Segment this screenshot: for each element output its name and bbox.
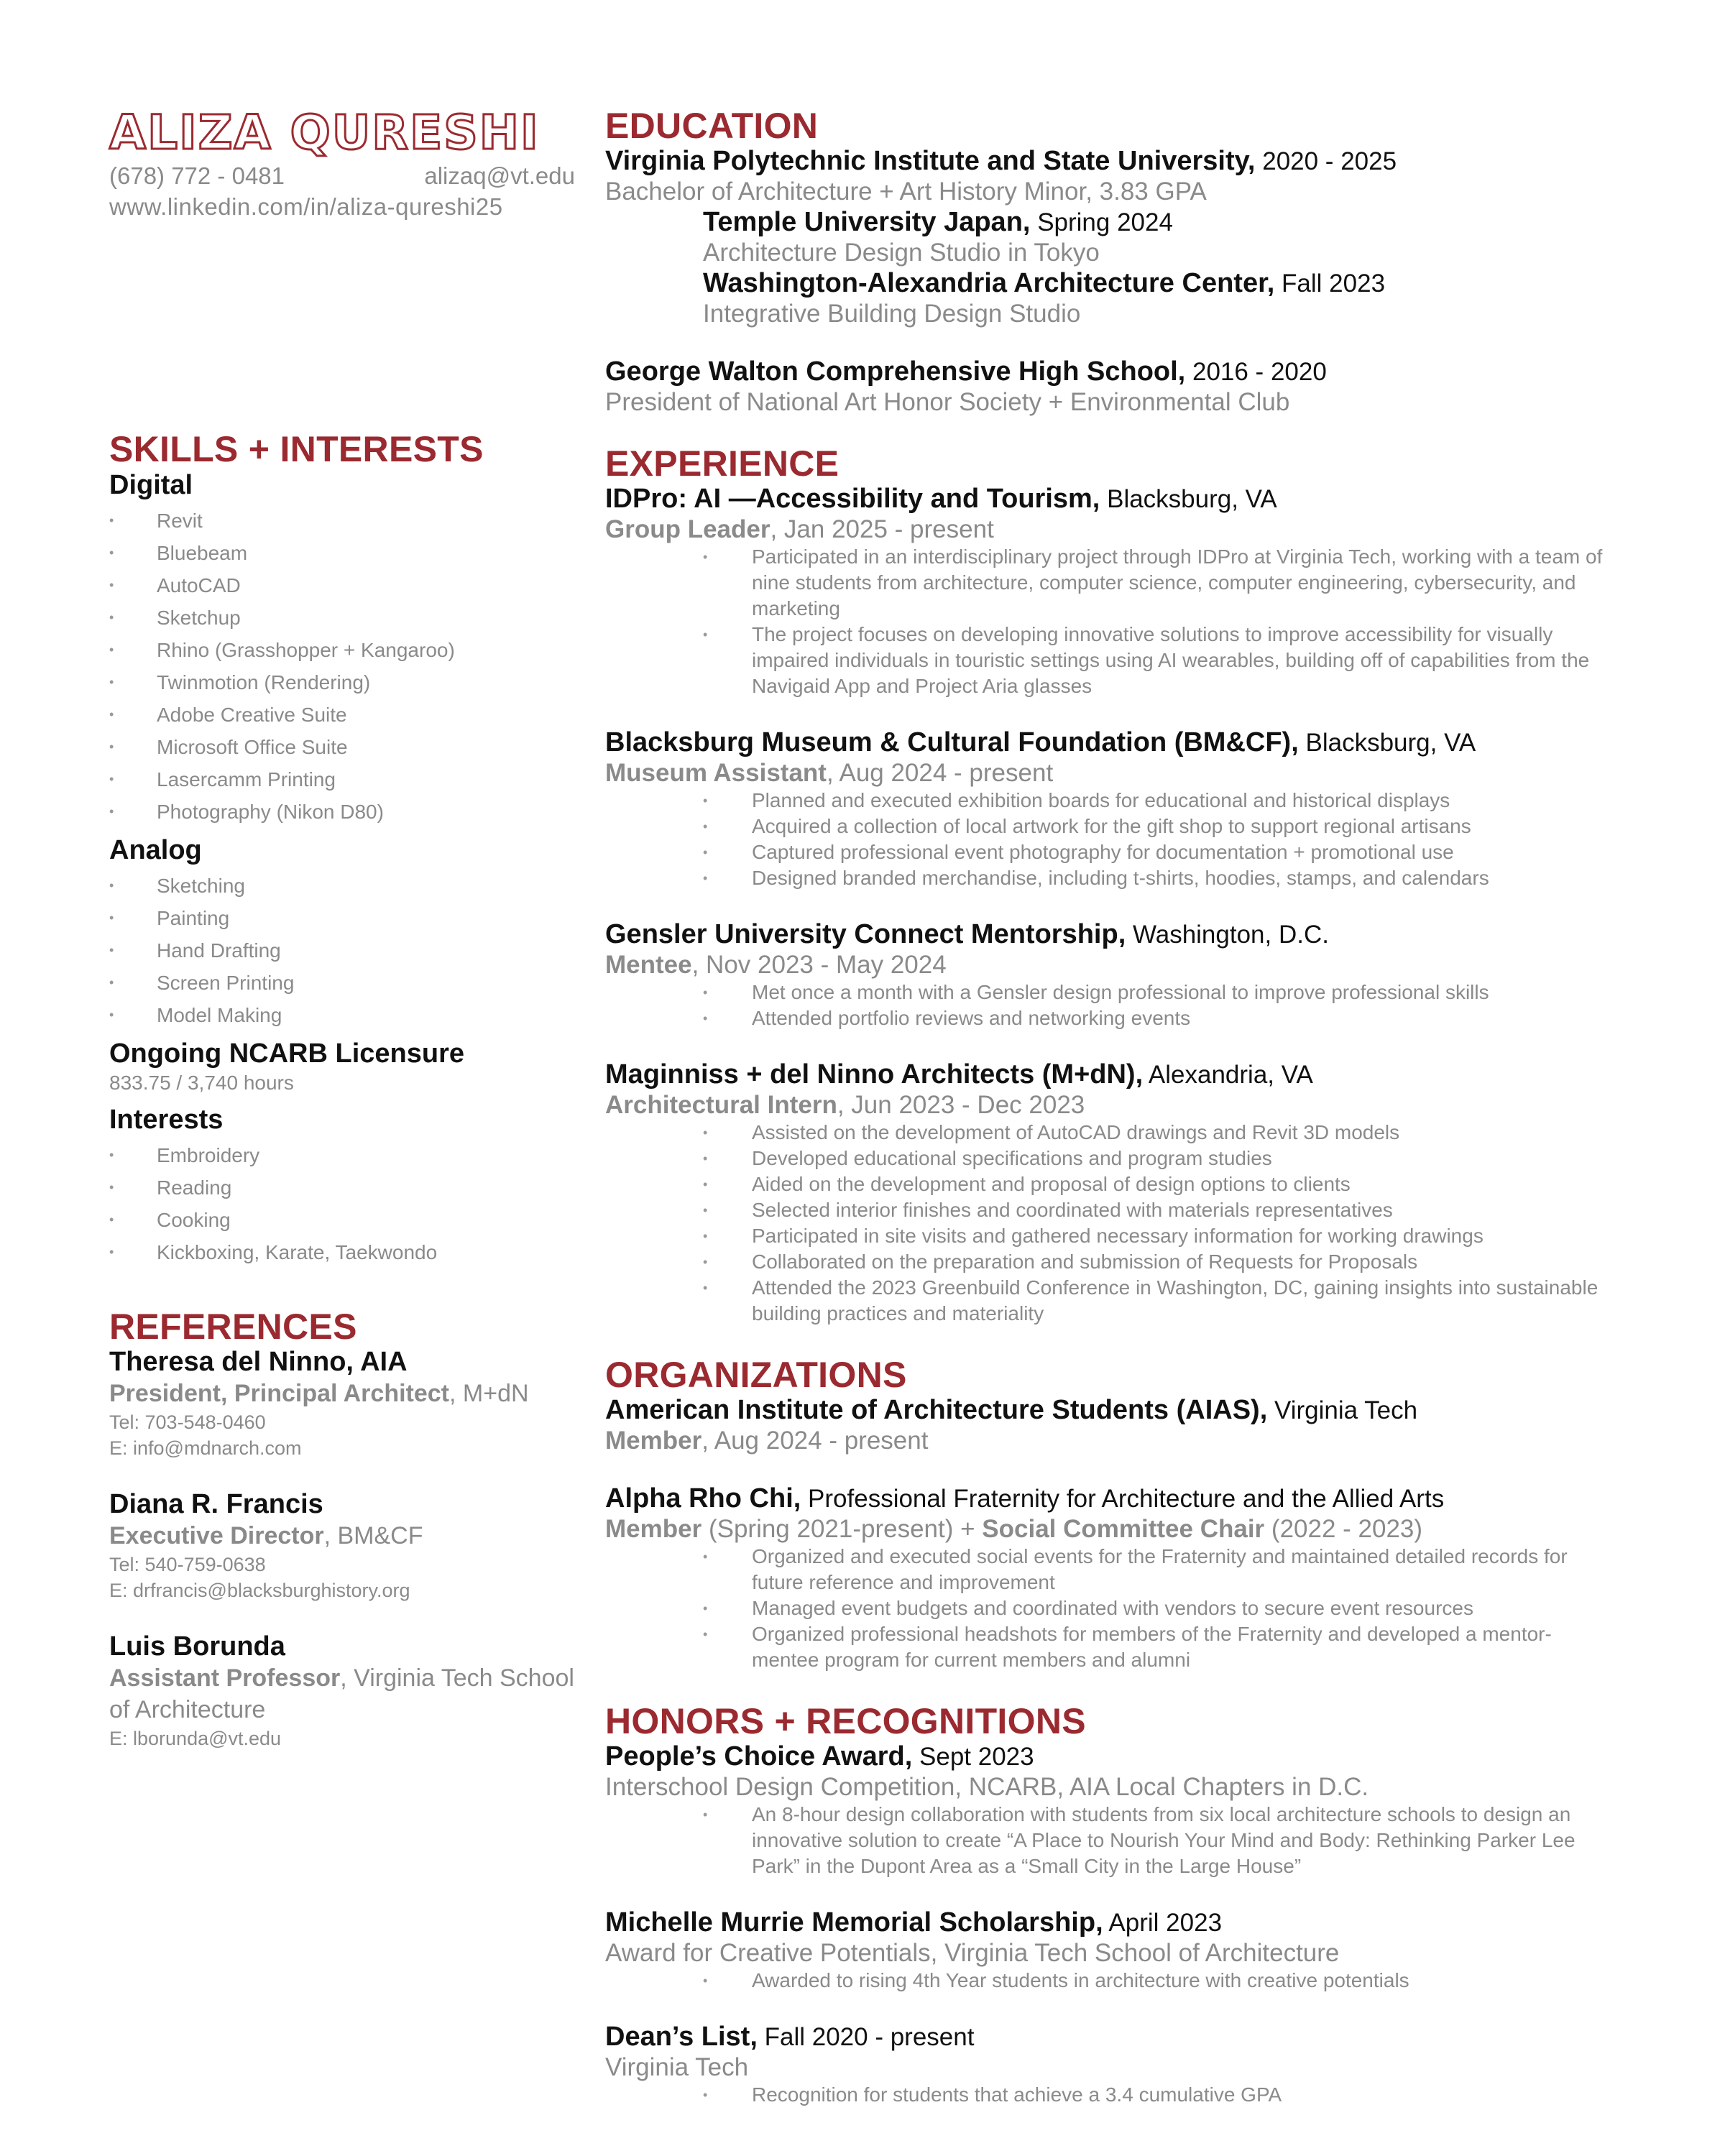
education-hs-detail: President of National Art Honor Society + Environmental Club [605,388,1290,416]
reference-tel: Tel: 540-759-0638 [109,1554,266,1575]
reference-role: Executive Director, BM&CF [109,1522,423,1549]
applicant-name: ALIZA QURESHI [109,105,540,160]
email-link[interactable]: alizaq@vt.edu [424,162,575,189]
honor-detail: Interschool Design Competition, NCARB, AIA Local Chapters in D.C. [605,1773,1369,1801]
reference-name: Theresa del Ninno, AIA [109,1347,408,1377]
honors-section-title: HONORS + RECOGNITIONS [605,1701,1086,1741]
references-section-title: REFERENCES [109,1307,357,1347]
list-item: • Twinmotion (Rendering) [109,666,584,699]
honor-item [605,1741,1611,1879]
list-item: • Attended portfolio reviews and networking events [703,1005,1611,1031]
reference-name: Luis Borunda [109,1631,285,1662]
experience-item [605,727,1611,891]
list-item: • Aided on the development and proposal of design options to clients [703,1171,1611,1197]
list-item: • Sketching [109,870,584,902]
reference-name: Diana R. Francis [109,1489,323,1519]
list-item: • Adobe Creative Suite [109,699,584,731]
list-item: • Bluebeam [109,537,584,569]
honor-detail: Virginia Tech [605,2053,749,2081]
honor-item [605,1907,1611,1994]
contact-row [109,161,575,191]
right-column [605,106,1611,2108]
reference-tel: Tel: 703-548-0460 [109,1411,266,1433]
experience-bullets [605,1120,1611,1327]
list-item: • Selected interior finishes and coordinated with materials representatives [703,1197,1611,1223]
interests-title: Interests [109,1105,224,1135]
list-item: • Participated in site visits and gathered necessary information for working drawings [703,1223,1611,1249]
organizations-section-title: ORGANIZATIONS [605,1355,907,1395]
list-item: • Hand Drafting [109,934,584,967]
reference-role: Assistant Professor, Virginia Tech School of Architecture [109,1664,574,1723]
list-item: • Acquired a collection of local artwork for the gift shop to support regional artisans [703,814,1611,839]
reference-email[interactable]: E: info@mdnarch.com [109,1437,302,1459]
honor-name: Dean’s List, Fall 2020 - present [605,2022,975,2052]
experience-role: Museum Assistant, Aug 2024 - present [605,759,1054,787]
honor-bullets [605,1802,1611,1879]
experience-item [605,1059,1611,1327]
experience-org: Blacksburg Museum & Cultural Foundation (BM&CF), Blacksburg, VA [605,727,1476,757]
reference-email[interactable]: E: lborunda@vt.edu [109,1728,282,1749]
org-arx-bullets [605,1544,1611,1673]
experience-org: IDPro: AI —Accessibility and Tourism, Blacksburg, VA [605,484,1277,514]
org-aias-role: Member, Aug 2024 - present [605,1427,929,1455]
honor-bullets [605,1968,1611,1994]
honor-name: Michelle Murrie Memorial Scholarship, April 2023 [605,1907,1223,1938]
phone: (678) 772 - 0481 [109,162,285,189]
skills-section-title: SKILLS + INTERESTS [109,429,484,469]
education-tuj-detail: Architecture Design Studio in Tokyo [703,239,1100,267]
analog-title: Analog [109,835,202,865]
honor-item [605,2021,1611,2108]
left-column [109,106,584,1751]
list-item: • The project focuses on developing innovative solutions to improve accessibility for visually impaired individuals in touristic settings using AI wearables, building off of capabilities from the Navigaid App and Project Aria glasses [703,622,1611,699]
interests-list [109,1139,584,1268]
list-item: • Recognition for students that achieve a 3.4 cumulative GPA [703,2082,1611,2108]
list-item: • Painting [109,902,584,934]
list-item: • Designed branded merchandise, including t-shirts, hoodies, stamps, and calendars [703,865,1611,891]
list-item: • Awarded to rising 4th Year students in architecture with creative potentials [703,1968,1611,1994]
list-item: • An 8-hour design collaboration with students from six local architecture schools to design an innovative solution to create “A Place to Nourish Your Mind and Body: Rethinking Parker Lee Park” in the Dupont Area as a “Small City in the Large House” [703,1802,1611,1879]
list-item: • Rhino (Grasshopper + Kangaroo) [109,634,584,666]
digital-title: Digital [109,470,193,500]
experience-org: Gensler University Connect Mentorship, Washington, D.C. [605,919,1329,949]
ncarb-hours: 833.75 / 3,740 hours [109,1072,294,1094]
list-item: • Embroidery [109,1139,584,1171]
list-item: • Attended the 2023 Greenbuild Conference in Washington, DC, gaining insights into sustainable building practices and materiality [703,1275,1611,1327]
org-aias: American Institute of Architecture Students (AIAS), Virginia Tech [605,1395,1418,1425]
experience-bullets [605,544,1611,699]
experience-role: Mentee, Nov 2023 - May 2024 [605,951,947,979]
ncarb-title: Ongoing NCARB Licensure [109,1038,465,1069]
list-item: • Model Making [109,999,584,1031]
list-item: • Reading [109,1171,584,1204]
reference-item [109,1346,584,1461]
experience-bullets [605,788,1611,891]
list-item: • Lasercamm Printing [109,763,584,796]
analog-skills-list [109,870,584,1031]
experience-bullets [605,980,1611,1031]
reference-item [109,1631,584,1751]
honor-bullets [605,2082,1611,2108]
list-item: • Planned and executed exhibition boards for educational and historical displays [703,788,1611,814]
list-item: • Assisted on the development of AutoCAD drawings and Revit 3D models [703,1120,1611,1146]
linkedin-link[interactable]: www.linkedin.com/in/aliza-qureshi25 [109,193,503,220]
list-item: • Collaborated on the preparation and submission of Requests for Proposals [703,1249,1611,1275]
reference-role: President, Principal Architect, M+dN [109,1380,529,1407]
experience-section-title: EXPERIENCE [605,443,840,484]
org-arx-role: Member (Spring 2021-present) + Social Committee Chair (2022 - 2023) [605,1515,1423,1543]
list-item: • Captured professional event photography for documentation + promotional use [703,839,1611,865]
list-item: • Cooking [109,1204,584,1236]
experience-org: Maginniss + del Ninno Architects (M+dN), Alexandria, VA [605,1059,1313,1089]
honor-name: People’s Choice Award, Sept 2023 [605,1741,1034,1772]
experience-item [605,483,1611,699]
education-hs: George Walton Comprehensive High School, 2016 - 2020 [605,356,1327,387]
list-item: • Microsoft Office Suite [109,731,584,763]
list-item: • Participated in an interdisciplinary project through IDPro at Virginia Tech, working with a team of nine students from architecture, computer science, computer engineering, cybersecurity, and marketing [703,544,1611,622]
education-abroad [605,206,1611,328]
reference-item [109,1488,584,1603]
list-item: • Photography (Nikon D80) [109,796,584,828]
education-vt: Virginia Polytechnic Institute and State University, 2020 - 2025 [605,146,1397,176]
reference-email[interactable]: E: drfrancis@blacksburghistory.org [109,1580,410,1601]
education-tuj: Temple University Japan, Spring 2024 [703,207,1173,237]
education-vt-detail: Bachelor of Architecture + Art History Minor, 3.83 GPA [605,178,1207,206]
list-item: • Kickboxing, Karate, Taekwondo [109,1236,584,1268]
experience-role: Architectural Intern, Jun 2023 - Dec 2023 [605,1091,1085,1119]
honor-detail: Award for Creative Potentials, Virginia Tech School of Architecture [605,1939,1340,1967]
digital-skills-list [109,505,584,828]
experience-item [605,918,1611,1031]
education-waac-detail: Integrative Building Design Studio [703,300,1081,328]
list-item: • Sketchup [109,602,584,634]
org-arx: Alpha Rho Chi, Professional Fraternity for Architecture and the Allied Arts [605,1483,1445,1514]
list-item: • Managed event budgets and coordinated with vendors to secure event resources [703,1595,1611,1621]
education-waac: Washington-Alexandria Architecture Center, Fall 2023 [703,268,1386,298]
list-item: • AutoCAD [109,569,584,602]
list-item: • Met once a month with a Gensler design professional to improve professional skills [703,980,1611,1005]
list-item: • Organized and executed social events for the Fraternity and maintained detailed records for future reference and improvement [703,1544,1611,1595]
experience-role: Group Leader, Jan 2025 - present [605,515,994,543]
education-section-title: EDUCATION [605,106,819,146]
list-item: • Developed educational specifications and program studies [703,1146,1611,1171]
list-item: • Revit [109,505,584,537]
list-item: • Organized professional headshots for members of the Fraternity and developed a mentor-mentee program for current members and alumni [703,1621,1611,1673]
list-item: • Screen Printing [109,967,584,999]
